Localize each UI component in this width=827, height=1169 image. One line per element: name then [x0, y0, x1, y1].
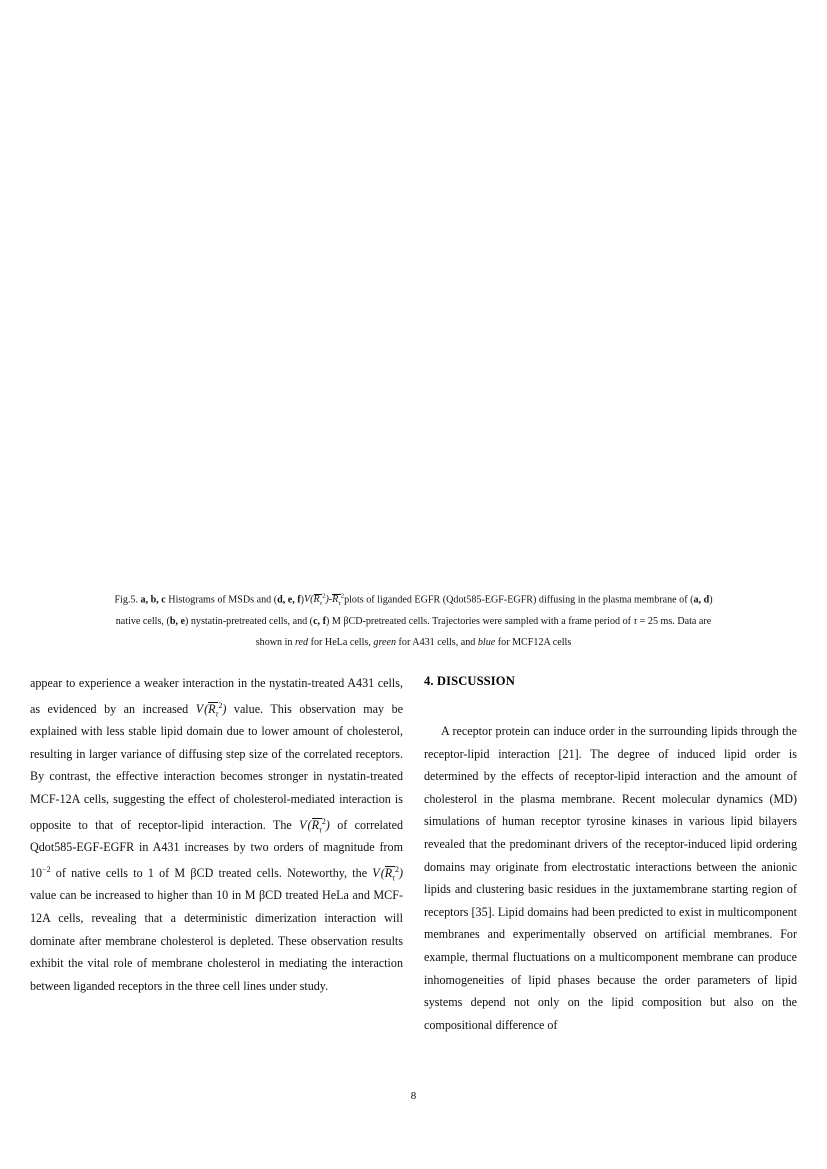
panel-letters-ad: a, d [693, 594, 710, 606]
section-heading-discussion: 4. DISCUSSION [424, 674, 515, 688]
caption-line2-c: ) M βCD-pretreated cells. Trajectories were sampled with a frame period of [325, 615, 634, 627]
caption-text-2: ) [300, 594, 305, 606]
figure-image-area [30, 60, 797, 575]
left-text-a: appear to experience a weaker interaction in the nystatin-treated A431 cells, as evidenced by an increased [30, 676, 403, 716]
caption-line2-b: ) nystatin-pretreated cells, and ( [184, 615, 314, 627]
left-text-d: of native cells to 1 of M βCD treated cells. Noteworthy, the [50, 865, 373, 880]
caption-text-1: Histograms of MSDs and ( [165, 594, 278, 606]
left-column-paragraph [30, 672, 403, 997]
body-columns [30, 672, 797, 1062]
variance-notation-3: V $(R_\tau^2)$ [372, 864, 403, 883]
panel-letters-be: b, e [169, 615, 185, 627]
left-column [30, 672, 403, 1062]
caption-line3-a: shown in [255, 637, 295, 649]
caption-tau-value: τ = 25 ms [633, 615, 673, 627]
color-word-green: green [373, 637, 397, 649]
caption-line2-a: native cells, ( [115, 615, 170, 627]
panel-letters-abc: a, b, c [140, 594, 166, 606]
caption-text-4: ) [709, 594, 713, 606]
caption-line3-d: for MCF12A cells [495, 637, 572, 649]
variance-notation-1: V $(R_\tau^2)$ [195, 700, 227, 719]
left-text-b: value. This observation may be explained with less stable lipid domain due to lower amount of cholesterol, resulting in larger variance of diffusing step size of the correlated receptors. By contrast, the effective interaction becomes stronger in nystatin-treated MCF-12A cells, suggesting the effect of cholesterol-mediated interaction is opposite to that of receptor-lipid interaction. The [30, 701, 403, 832]
figure-label: Fig.5. [114, 594, 138, 606]
figure-caption-line-2 [30, 611, 797, 633]
panel-letters-def: d, e, f [277, 594, 301, 606]
color-word-blue: blue [477, 637, 496, 649]
caption-math-expression: $V(R_\tau^2)-R_\tau^2$ [304, 593, 345, 608]
caption-line2-d: . Data are [672, 615, 712, 627]
figure-caption-line-1 [30, 586, 797, 611]
color-word-red: red [295, 637, 309, 649]
left-text-e: value can be increased to higher than 10 in M βCD treated HeLa and MCF-12A cells, revealing that a deterministic dimerization interaction will dominate after membrane cholesterol is depleted. These observation results exhibit the vital role of membrane cholesterol in mediating the interaction between liganded receptors in the three cell lines under study. [30, 888, 403, 993]
left-text-c: of correlated Qdot585-EGF-EGFR in A431 increases by two orders of magnitude from [30, 817, 403, 855]
right-column-paragraph: A receptor protein can induce order in the surrounding lipids through the receptor-lipid interaction [21]. The degree of induced lipid order is determined by the effects of receptor-lipid interaction and the amount of cholesterol in the plasma membrane. Recent molecular dynamics (MD) simulations of human receptor tyrosine kinases in various lipid bilayers revealed that the predominant drivers of the receptor-induced lipid ordering domains may originate from electrostatic interactions between the anionic lipids and clustering basic residues in the juxtamembrane starting region of receptors [35]. Lipid domains had been predicted to exist in multicomponent membranes and experimentally observed on artificial membranes. For example, thermal fluctuations on a multicomponent membrane can produce inhomogeneities of lipid phases because the order parameters of lipid systems depend not only on the lipid composition but also on the compositional difference of [424, 724, 797, 1032]
right-column [424, 672, 797, 1062]
figure-caption-line-3 [30, 632, 797, 654]
page-number: 8 [410, 1090, 417, 1102]
panel-letters-cf: c, f [313, 615, 326, 627]
caption-text-3: plots of liganded EGFR (Qdot585-EGF-EGFR) diffusing in the plasma membrane of ( [344, 594, 694, 606]
power-notation: $10^{-2}$ [30, 864, 51, 880]
figure-caption [30, 586, 797, 654]
caption-line3-b: for HeLa cells, [308, 637, 374, 649]
caption-line3-c: for A431 cells, and [396, 637, 478, 649]
variance-notation-2: V $(R_\tau^2)$ [299, 816, 330, 835]
